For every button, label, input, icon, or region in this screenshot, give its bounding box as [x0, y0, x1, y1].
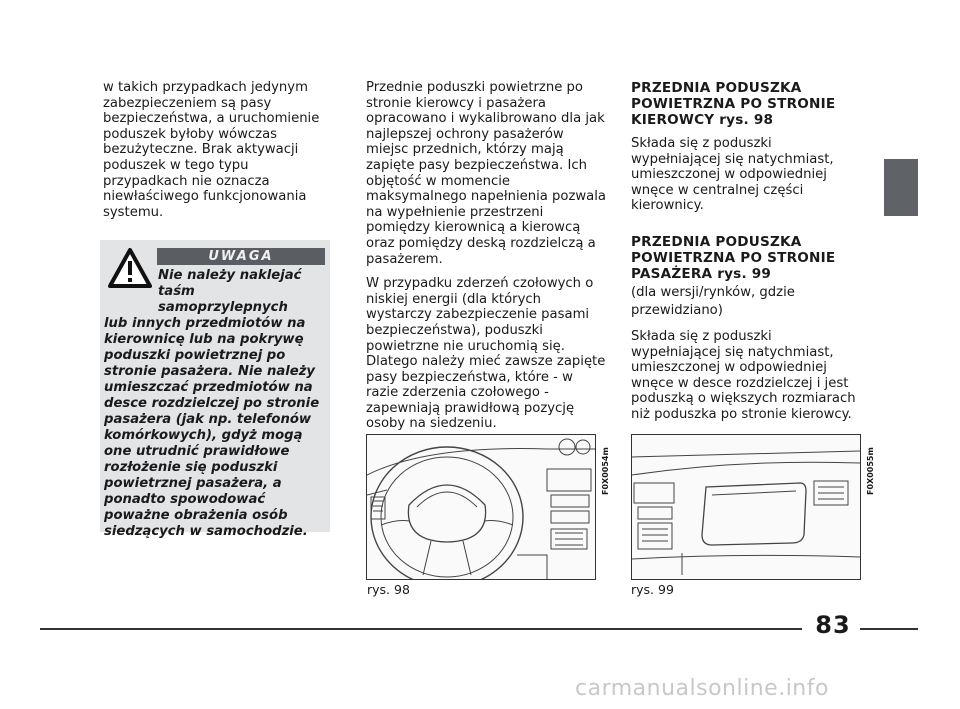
- warning-text: [104, 268, 326, 540]
- figure-99-passenger-dashboard: [631, 434, 875, 580]
- paragraph: w takich przypadkach jedynym zabezpieczeniem są pasy bezpieczeństwa, a uruchomienie poduszek byłoby wówczas bezużyteczne. Brak aktywacji poduszek w tego typu przypadkach nie oznacza niewłaściwego funkcjonowania systemu.: [103, 80, 320, 220]
- column-middle: [366, 80, 606, 441]
- warning-text-line2: taśm samoprzylepnych: [158, 284, 288, 315]
- heading-figure-ref: rys. 98: [719, 112, 774, 128]
- heading-note: (dla wersji/rynków, gdzie przewidziano): [631, 284, 795, 318]
- figure-code: F0X0054m: [601, 447, 610, 495]
- heading-text: PRZEDNIA PODUSZKA POWIETRZNA PO STRONIE KIEROWCY: [631, 80, 836, 128]
- column-left: [103, 80, 331, 229]
- figure-code: F0X0055m: [866, 447, 875, 495]
- chapter-tab: [884, 159, 918, 216]
- paragraph: Przednie poduszki powietrzne po stronie kierowcy i pasażera opracowano i wykalibrowano dla jak najlepszej ochrony pasażerów miejsc przednich, którzy mają zapięte pasy bezpieczeństwa. Ich objętość w momencie maksymalnego napełnienia pozwala na wypełnienie przestrzeni pomiędzy kierownicą a kierowcą oraz pomiędzy deską rozdzielczą a pasażerem.: [366, 80, 607, 267]
- paragraph: W przypadku zderzeń czołowych o niskiej energii (dla których wystarczy zabezpieczenie pasami bezpieczeństwa), poduszki powietrzne nie uruchomią się. Dlatego należy mieć zawsze zapięte pasy bezpieczeństwa, które - w razie zderzenia czołowego - zapewniają prawidłową pozycję osoby na siedzeniu.: [366, 276, 606, 432]
- warning-box: [100, 240, 330, 539]
- figure-caption: rys. 98: [367, 582, 410, 597]
- figure-caption: rys. 99: [631, 582, 674, 597]
- steering-wheel-illustration: [367, 435, 595, 579]
- heading-figure-ref: rys. 99: [717, 265, 772, 282]
- dashboard-illustration: [632, 435, 860, 579]
- heading-text: PRZEDNIA PODUSZKA POWIETRZNA PO STRONIE PASAŻERA: [631, 233, 836, 282]
- warning-text-line1: Nie należy naklejać: [158, 268, 302, 283]
- warning-title: UWAGA: [157, 248, 325, 265]
- page-number: 83: [815, 611, 851, 639]
- paragraph: Składa się z poduszki wypełniającej się natychmiast, umieszczonej w odpowiedniej wnęce w desce rozdzielczej i jest poduszką o większych rozmiarach niż poduszka po stronie kierowcy.: [631, 328, 856, 422]
- footer-rule-right: [860, 628, 918, 630]
- figure-98-steering-wheel: [366, 434, 610, 580]
- watermark: carmanualsonline.info: [575, 676, 829, 701]
- section-heading-passenger: [631, 234, 863, 282]
- column-right: [631, 80, 863, 432]
- section-heading-driver: [631, 80, 863, 128]
- warning-text-body: lub innych przedmiotów na kierownicę lub na pokrywę poduszki powietrznej po stronie pasażera. Nie należy umieszczać przedmiotów na desce rozdzielczej po stronie pasażera (jak np. telefonów komórkowych), gdyż mogą one utrudnić prawidłowe rozłożenie się poduszki powietrznej pasażera, a ponadto spowodować poważne obrażenia osób siedzących w samochodzie.: [104, 316, 320, 539]
- footer-rule-left: [40, 628, 802, 630]
- paragraph: Składa się z poduszki wypełniającej się natychmiast, umieszczonej w odpowiedniej wnęce w centralnej części kierownicy.: [631, 136, 834, 214]
